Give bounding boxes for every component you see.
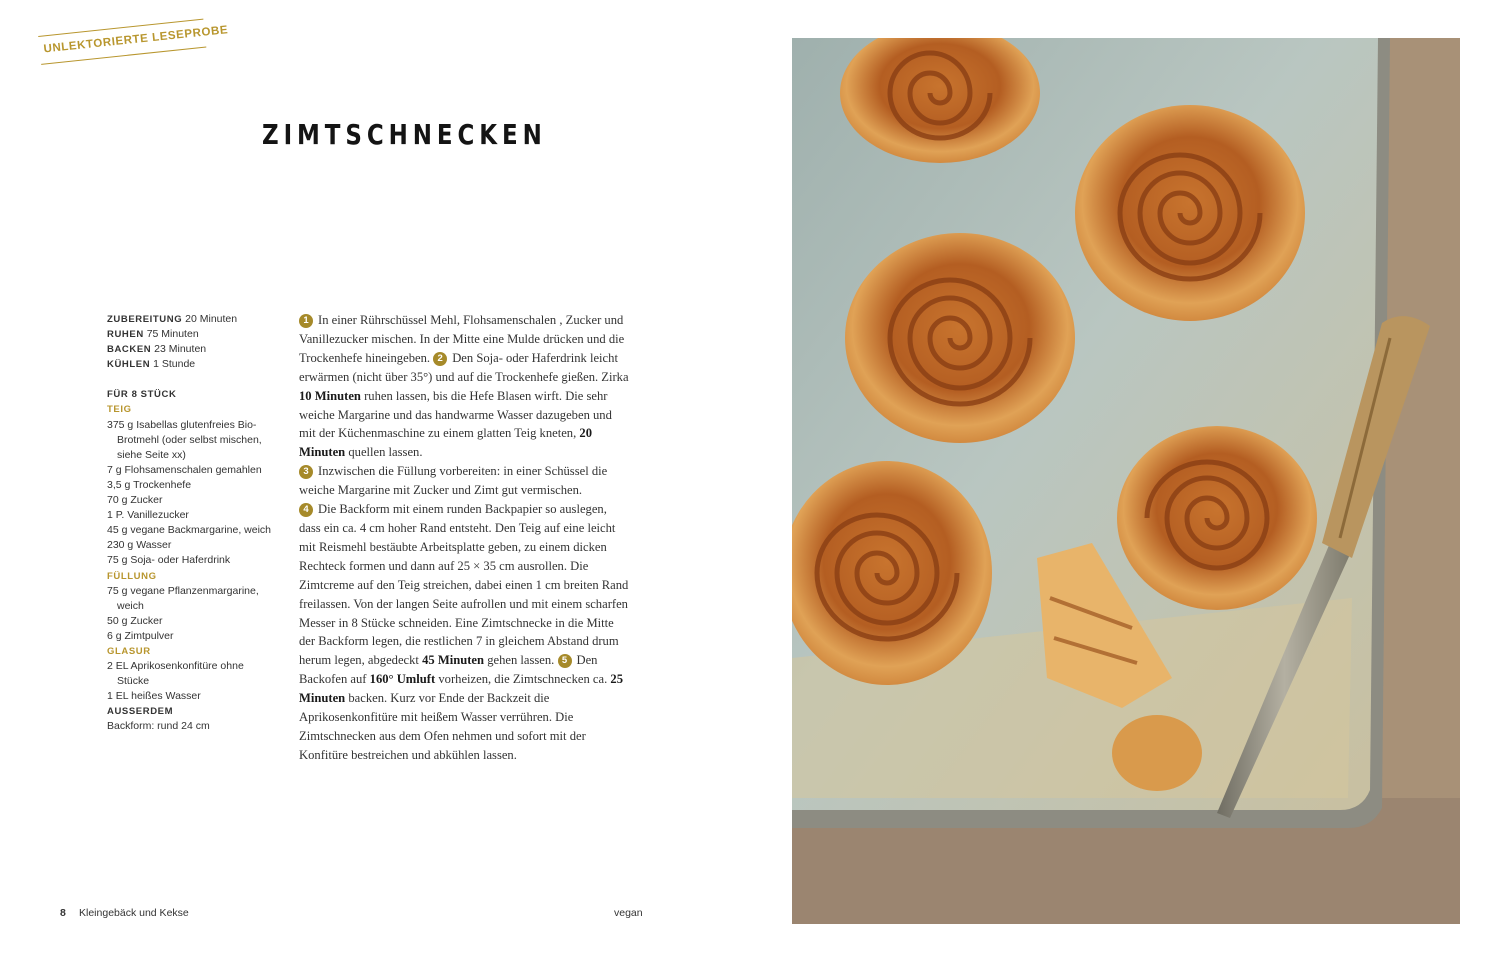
ingredient-item: 230 g Wasser	[107, 539, 172, 552]
cinnamon-roll-2	[1075, 105, 1305, 321]
step-3-text: Inzwischen die Füllung vorbereiten: in einer Schüssel die weiche Margarine mit Zucker und Zimt gut vermischen.	[299, 464, 608, 498]
step-2-time-1: 10 Minuten	[299, 388, 361, 403]
ingredient-item: 7 g Flohsamenschalen gemahlen	[107, 463, 262, 476]
ingredient-item: 2 EL Aprikosenkonfitüre ohne Stücke	[107, 660, 244, 688]
time-ruhen	[107, 327, 277, 342]
time-zubereitung	[107, 312, 277, 327]
page-number: 8	[60, 907, 66, 919]
cinnamon-roll-3	[845, 233, 1075, 443]
ingredient-item: 6 g Zimtpulver	[107, 629, 174, 642]
step-2-text-end: quellen lassen.	[348, 445, 423, 460]
time-label: ZUBEREITUNG	[107, 314, 183, 325]
recipe-photo	[792, 38, 1460, 924]
section-ausserdem-label: AUSSERDEM	[107, 706, 174, 718]
time-label: RUHEN	[107, 329, 144, 341]
ingredient-item: 45 g vegane Backmargarine, weich	[107, 524, 272, 537]
ingredient-item: 75 g Soja- oder Haferdrink	[107, 554, 231, 567]
chapter-name: Kleingebäck und Kekse	[79, 907, 189, 919]
ingredient-item: 50 g Zucker	[107, 614, 163, 627]
step-5-time: 25 Minuten	[299, 672, 623, 706]
step-4-time: 45 Minuten	[422, 653, 485, 668]
serves-label: FÜR 8 STÜCK	[107, 389, 177, 401]
section-teig-label: TEIG	[107, 404, 132, 416]
time-label: KÜHLEN	[107, 359, 151, 371]
time-value: 1 Stunde	[153, 358, 196, 371]
step-5-text-end: backen. Kurz vor Ende der Backzeit die Aprikosenkonfitüre mit heißem Wasser verrühren. Die Zimtschnecken aus dem Ofen nehmen und sofort mit der Konfitüre bestreichen und abkühlen lassen.	[299, 691, 586, 762]
ingredient-item: 375 g Isabellas glutenfreies Bio-Brotmehl (oder selbst mischen, siehe Seite xx)	[107, 418, 262, 461]
proof-stamp	[38, 16, 229, 68]
stamp-text: UNLEKTORIERTE LESEPROBE	[43, 24, 229, 56]
step-5-text-cont: vorheizen, die Zimtschnecken ca.	[438, 672, 608, 687]
ingredient-item: 3,5 g Trockenhefe	[107, 478, 192, 491]
ingredient-item: 1 EL heißes Wasser	[107, 690, 201, 703]
step-number-2: 2	[433, 352, 447, 366]
step-2-text-cont: ruhen lassen, bis die Hefe Blasen wirft. Die sehr weiche Margarine und das handwarme Wasser dazugeben und mit der Küchenmaschine zu einem glatten Teig kneten,	[299, 388, 612, 441]
ingredient-item: 1 P. Vanillezucker	[107, 509, 189, 522]
section-glasur-label: GLASUR	[107, 645, 151, 657]
time-value: 20 Minuten	[185, 313, 238, 325]
time-label: BACKEN	[107, 344, 152, 356]
recipe-title: ZIMTSCHNECKEN	[262, 118, 547, 151]
time-kuehlen	[107, 357, 277, 372]
vegan-tag: vegan	[614, 907, 643, 919]
section-fuellung-label: FÜLLUNG	[107, 570, 157, 582]
recipe-sidebar	[107, 312, 277, 735]
cinnamon-roll-5	[1117, 426, 1317, 610]
step-4-text: Die Backform mit einem runden Backpapier so auslegen, dass ein ca. 4 cm hoher Rand entsteht. Den Teig auf eine leicht mit Reismehl bestäubte Arbeitsplatte geben, zu einem dicken Rechteck formen und dann auf 25 × 35 cm ausrollen. Die Zimtcreme auf den Teig streichen, dabei einen 1 cm breiten Rand freilassen. Von der langen Seite aufrollen und mit einem scharfen Messer in 8 Stücke schneiden. Eine Zimtschnecke in die Mitte der Backform legen, die restlichen 7 in gleichem Abstand drum herum legen, abgedeckt	[299, 502, 629, 668]
step-2-text: Den Soja- oder Haferdrink leicht erwärmen (nicht über 35°) und auf die Trockenhefe gießen. Zirka	[299, 350, 629, 384]
time-value: 23 Minuten	[154, 343, 207, 356]
step-4-text-end: gehen lassen.	[487, 653, 555, 668]
step-5-text: Den Backofen auf	[299, 653, 598, 687]
ingredient-item: 75 g vegane Pflanzenmargarine, weich	[107, 584, 259, 612]
ingredient-item: Backform: rund 24 cm	[107, 720, 210, 733]
step-number-1: 1	[299, 314, 313, 328]
method-text	[299, 311, 631, 765]
step-number-3: 3	[299, 465, 313, 479]
step-1-text: In einer Rührschüssel Mehl, Flohsamenschalen , Zucker und Vanillezucker mischen. In der Mitte eine Mulde drücken und die Trockenhefe hineingeben.	[299, 313, 625, 365]
step-number-4: 4	[299, 503, 313, 517]
ingredient-item: 70 g Zucker	[107, 494, 163, 507]
step-2-time-2: 20 Minuten	[299, 426, 593, 460]
step-number-5: 5	[558, 654, 572, 668]
cinnamon-rolls-illustration	[792, 38, 1460, 924]
time-backen	[107, 342, 277, 357]
time-value: 75 Minuten	[146, 328, 199, 341]
step-5-temperature: 160° Umluft	[369, 672, 436, 687]
